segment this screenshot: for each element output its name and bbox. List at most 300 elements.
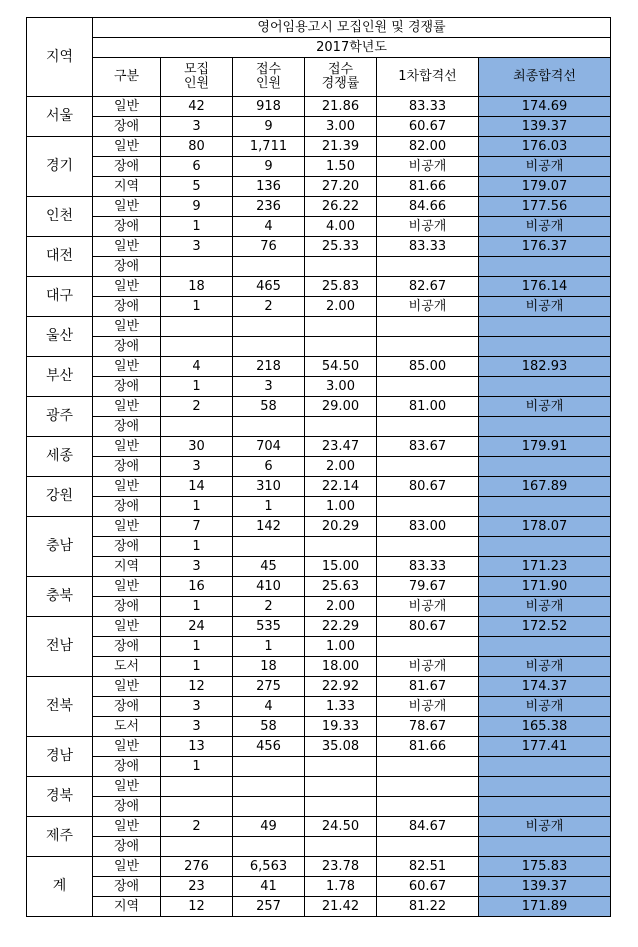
ratio-cell: 1.50 — [305, 157, 377, 177]
region-name-cell: 충남 — [27, 517, 93, 577]
quota-cell: 1 — [161, 637, 233, 657]
quota-cell: 3 — [161, 717, 233, 737]
region-name-cell: 울산 — [27, 317, 93, 357]
ratio-cell: 2.00 — [305, 597, 377, 617]
applicants-cell: 704 — [233, 437, 305, 457]
type-cell: 장애 — [93, 337, 161, 357]
final-cut-cell: 179.91 — [479, 437, 611, 457]
ratio-cell: 4.00 — [305, 217, 377, 237]
table-row — [27, 177, 611, 197]
table-row — [27, 217, 611, 237]
final-cut-cell: 177.41 — [479, 737, 611, 757]
table-row — [27, 837, 611, 857]
applicants-cell: 58 — [233, 717, 305, 737]
final-cut-cell: 171.89 — [479, 897, 611, 917]
ratio-cell: 23.78 — [305, 857, 377, 877]
quota-cell: 1 — [161, 217, 233, 237]
ratio-cell: 23.47 — [305, 437, 377, 457]
quota-cell: 1 — [161, 377, 233, 397]
ratio-cell: 2.00 — [305, 297, 377, 317]
applicants-cell: 49 — [233, 817, 305, 837]
quota-cell: 2 — [161, 397, 233, 417]
applicants-cell: 45 — [233, 557, 305, 577]
applicants-cell: 1 — [233, 637, 305, 657]
applicants-cell: 142 — [233, 517, 305, 537]
table-row — [27, 257, 611, 277]
ratio-header: 접수 경쟁률 — [305, 58, 377, 97]
quota-cell: 7 — [161, 517, 233, 537]
table-row — [27, 537, 611, 557]
final-cut-cell: 171.23 — [479, 557, 611, 577]
first-cut-cell: 비공개 — [377, 157, 479, 177]
quota-cell: 1 — [161, 297, 233, 317]
ratio-cell: 20.29 — [305, 517, 377, 537]
type-cell: 일반 — [93, 737, 161, 757]
region-name-cell: 세종 — [27, 437, 93, 477]
region-name-cell: 제주 — [27, 817, 93, 857]
region-name-cell: 부산 — [27, 357, 93, 397]
table-row — [27, 777, 611, 797]
type-cell: 장애 — [93, 377, 161, 397]
first-cut-cell: 81.66 — [377, 177, 479, 197]
table-row — [27, 797, 611, 817]
region-name-cell: 전남 — [27, 617, 93, 677]
ratio-cell — [305, 317, 377, 337]
applicants-header: 접수 인원 — [233, 58, 305, 97]
first-cut-cell: 83.67 — [377, 437, 479, 457]
applicants-cell — [233, 797, 305, 817]
first-cut-cell — [377, 837, 479, 857]
first-cut-cell: 비공개 — [377, 657, 479, 677]
first-cut-cell: 81.22 — [377, 897, 479, 917]
final-cut-cell: 172.52 — [479, 617, 611, 637]
applicants-cell: 410 — [233, 577, 305, 597]
final-cut-cell: 176.03 — [479, 137, 611, 157]
first-cut-cell: 비공개 — [377, 697, 479, 717]
final-cut-cell: 비공개 — [479, 217, 611, 237]
final-cut-cell — [479, 797, 611, 817]
type-cell: 장애 — [93, 757, 161, 777]
ratio-cell — [305, 417, 377, 437]
ratio-cell: 18.00 — [305, 657, 377, 677]
applicants-cell — [233, 317, 305, 337]
first-cut-cell: 79.67 — [377, 577, 479, 597]
quota-cell: 1 — [161, 597, 233, 617]
type-cell: 일반 — [93, 97, 161, 117]
table-body — [27, 97, 611, 917]
first-cut-cell: 83.00 — [377, 517, 479, 537]
first-cut-cell — [377, 497, 479, 517]
region-name-cell: 서울 — [27, 97, 93, 137]
final-cut-cell — [479, 497, 611, 517]
type-header: 구분 — [93, 58, 161, 97]
table-row — [27, 277, 611, 297]
final-cut-cell: 비공개 — [479, 157, 611, 177]
applicants-cell — [233, 777, 305, 797]
table-row — [27, 877, 611, 897]
first-cut-cell: 비공개 — [377, 297, 479, 317]
applicants-cell: 535 — [233, 617, 305, 637]
applicants-cell — [233, 537, 305, 557]
ratio-cell: 21.86 — [305, 97, 377, 117]
year-label: 2017학년도 — [93, 38, 611, 58]
final-cut-cell — [479, 837, 611, 857]
applicants-cell: 9 — [233, 117, 305, 137]
type-cell: 일반 — [93, 517, 161, 537]
table-row — [27, 197, 611, 217]
quota-header: 모집 인원 — [161, 58, 233, 97]
ratio-cell: 3.00 — [305, 117, 377, 137]
first-cut-cell: 83.33 — [377, 557, 479, 577]
table-row — [27, 817, 611, 837]
final-cut-header: 최종합격선 — [479, 58, 611, 97]
table-row — [27, 357, 611, 377]
table-row — [27, 477, 611, 497]
applicants-cell: 6 — [233, 457, 305, 477]
final-cut-cell: 비공개 — [479, 657, 611, 677]
table-row — [27, 637, 611, 657]
type-cell: 일반 — [93, 197, 161, 217]
first-cut-cell: 78.67 — [377, 717, 479, 737]
table-row — [27, 137, 611, 157]
table-row — [27, 717, 611, 737]
final-cut-cell: 178.07 — [479, 517, 611, 537]
applicants-cell — [233, 417, 305, 437]
final-cut-cell — [479, 257, 611, 277]
ratio-cell — [305, 337, 377, 357]
first-cut-cell — [377, 537, 479, 557]
type-cell: 장애 — [93, 157, 161, 177]
ratio-cell: 22.92 — [305, 677, 377, 697]
table-row — [27, 417, 611, 437]
quota-cell: 14 — [161, 477, 233, 497]
ratio-cell: 29.00 — [305, 397, 377, 417]
first-cut-cell: 비공개 — [377, 217, 479, 237]
applicants-cell: 456 — [233, 737, 305, 757]
type-cell: 일반 — [93, 397, 161, 417]
final-cut-cell: 182.93 — [479, 357, 611, 377]
type-cell: 장애 — [93, 877, 161, 897]
quota-cell: 3 — [161, 557, 233, 577]
quota-cell — [161, 257, 233, 277]
type-cell: 장애 — [93, 457, 161, 477]
final-cut-cell — [479, 457, 611, 477]
quota-cell: 1 — [161, 757, 233, 777]
table-row — [27, 297, 611, 317]
table-row — [27, 657, 611, 677]
final-cut-cell: 167.89 — [479, 477, 611, 497]
applicants-cell: 1,711 — [233, 137, 305, 157]
final-cut-cell: 174.37 — [479, 677, 611, 697]
first-cut-cell — [377, 637, 479, 657]
quota-cell: 1 — [161, 537, 233, 557]
quota-cell: 12 — [161, 677, 233, 697]
table-row — [27, 337, 611, 357]
first-cut-cell: 81.66 — [377, 737, 479, 757]
final-cut-cell: 비공개 — [479, 817, 611, 837]
region-name-cell: 경북 — [27, 777, 93, 817]
table-row — [27, 157, 611, 177]
type-cell: 장애 — [93, 297, 161, 317]
first-cut-cell — [377, 797, 479, 817]
type-cell: 일반 — [93, 477, 161, 497]
ratio-cell: 15.00 — [305, 557, 377, 577]
region-name-cell: 충북 — [27, 577, 93, 617]
first-cut-cell: 81.00 — [377, 397, 479, 417]
final-cut-cell: 비공개 — [479, 697, 611, 717]
ratio-cell: 54.50 — [305, 357, 377, 377]
first-cut-cell: 84.66 — [377, 197, 479, 217]
type-cell: 지역 — [93, 557, 161, 577]
applicants-cell — [233, 337, 305, 357]
type-cell: 장애 — [93, 837, 161, 857]
ratio-cell: 35.08 — [305, 737, 377, 757]
quota-cell — [161, 417, 233, 437]
first-cut-cell: 60.67 — [377, 877, 479, 897]
ratio-cell: 25.83 — [305, 277, 377, 297]
region-name-cell: 경기 — [27, 137, 93, 197]
final-cut-cell — [479, 757, 611, 777]
quota-cell: 4 — [161, 357, 233, 377]
applicants-cell: 3 — [233, 377, 305, 397]
applicants-cell: 1 — [233, 497, 305, 517]
quota-cell: 6 — [161, 157, 233, 177]
ratio-cell — [305, 757, 377, 777]
quota-cell — [161, 337, 233, 357]
first-cut-cell: 비공개 — [377, 597, 479, 617]
type-cell: 일반 — [93, 677, 161, 697]
quota-cell: 18 — [161, 277, 233, 297]
ratio-cell: 2.00 — [305, 457, 377, 477]
ratio-cell: 22.14 — [305, 477, 377, 497]
quota-cell: 12 — [161, 897, 233, 917]
applicants-cell — [233, 837, 305, 857]
table-row — [27, 497, 611, 517]
quota-cell: 16 — [161, 577, 233, 597]
applicants-cell: 2 — [233, 297, 305, 317]
final-cut-cell: 171.90 — [479, 577, 611, 597]
applicants-cell — [233, 257, 305, 277]
quota-cell: 3 — [161, 237, 233, 257]
type-cell: 장애 — [93, 697, 161, 717]
quota-cell: 13 — [161, 737, 233, 757]
table-row — [27, 117, 611, 137]
final-cut-cell — [479, 417, 611, 437]
final-cut-cell — [479, 537, 611, 557]
table-row — [27, 857, 611, 877]
final-cut-cell — [479, 777, 611, 797]
first-cut-cell — [377, 757, 479, 777]
final-cut-cell: 174.69 — [479, 97, 611, 117]
first-cut-cell: 81.67 — [377, 677, 479, 697]
quota-cell: 42 — [161, 97, 233, 117]
final-cut-cell: 176.14 — [479, 277, 611, 297]
first-cut-cell: 85.00 — [377, 357, 479, 377]
quota-cell: 30 — [161, 437, 233, 457]
type-cell: 일반 — [93, 777, 161, 797]
quota-cell: 24 — [161, 617, 233, 637]
quota-cell — [161, 777, 233, 797]
quota-cell — [161, 837, 233, 857]
region-name-cell: 대구 — [27, 277, 93, 317]
table-title: 영어임용고시 모집인원 및 경쟁률 — [93, 18, 611, 38]
final-cut-cell: 139.37 — [479, 877, 611, 897]
table-row — [27, 897, 611, 917]
table-row — [27, 757, 611, 777]
final-cut-cell — [479, 337, 611, 357]
region-name-cell: 인천 — [27, 197, 93, 237]
quota-cell: 2 — [161, 817, 233, 837]
applicants-cell: 465 — [233, 277, 305, 297]
applicants-cell: 58 — [233, 397, 305, 417]
recruitment-table — [26, 17, 611, 917]
ratio-cell: 21.39 — [305, 137, 377, 157]
type-cell: 도서 — [93, 657, 161, 677]
quota-cell: 276 — [161, 857, 233, 877]
final-cut-cell: 비공개 — [479, 597, 611, 617]
applicants-cell: 4 — [233, 697, 305, 717]
type-cell: 장애 — [93, 257, 161, 277]
quota-cell: 3 — [161, 697, 233, 717]
type-cell: 일반 — [93, 817, 161, 837]
first-cut-cell: 83.33 — [377, 237, 479, 257]
first-cut-cell: 84.67 — [377, 817, 479, 837]
applicants-cell: 4 — [233, 217, 305, 237]
ratio-cell: 22.29 — [305, 617, 377, 637]
applicants-cell: 9 — [233, 157, 305, 177]
ratio-cell: 1.78 — [305, 877, 377, 897]
type-cell: 장애 — [93, 537, 161, 557]
quota-cell: 80 — [161, 137, 233, 157]
quota-cell: 23 — [161, 877, 233, 897]
final-cut-cell: 165.38 — [479, 717, 611, 737]
ratio-cell: 3.00 — [305, 377, 377, 397]
type-cell: 일반 — [93, 577, 161, 597]
region-name-cell: 광주 — [27, 397, 93, 437]
first-cut-cell: 83.33 — [377, 97, 479, 117]
applicants-cell — [233, 757, 305, 777]
table-row — [27, 577, 611, 597]
type-cell: 일반 — [93, 437, 161, 457]
region-header: 지역 — [27, 18, 93, 97]
first-cut-cell — [377, 417, 479, 437]
final-cut-cell: 비공개 — [479, 397, 611, 417]
first-cut-cell — [377, 257, 479, 277]
table-row — [27, 677, 611, 697]
applicants-cell: 2 — [233, 597, 305, 617]
type-cell: 장애 — [93, 417, 161, 437]
applicants-cell: 918 — [233, 97, 305, 117]
type-cell: 일반 — [93, 137, 161, 157]
ratio-cell: 1.00 — [305, 497, 377, 517]
table-row — [27, 457, 611, 477]
table-row — [27, 557, 611, 577]
applicants-cell: 41 — [233, 877, 305, 897]
type-cell: 일반 — [93, 357, 161, 377]
type-cell: 장애 — [93, 597, 161, 617]
first-cut-cell — [377, 377, 479, 397]
ratio-cell: 27.20 — [305, 177, 377, 197]
applicants-cell: 136 — [233, 177, 305, 197]
final-cut-cell: 139.37 — [479, 117, 611, 137]
first-cut-cell: 82.00 — [377, 137, 479, 157]
type-cell: 장애 — [93, 637, 161, 657]
type-cell: 도서 — [93, 717, 161, 737]
quota-cell: 3 — [161, 117, 233, 137]
type-cell: 지역 — [93, 897, 161, 917]
quota-cell: 3 — [161, 457, 233, 477]
type-cell: 일반 — [93, 857, 161, 877]
table-row — [27, 617, 611, 637]
type-cell: 일반 — [93, 617, 161, 637]
table-row — [27, 597, 611, 617]
table-row — [27, 377, 611, 397]
type-cell: 일반 — [93, 237, 161, 257]
table-row — [27, 437, 611, 457]
first-cut-cell: 80.67 — [377, 617, 479, 637]
first-cut-cell: 82.67 — [377, 277, 479, 297]
ratio-cell: 1.00 — [305, 637, 377, 657]
ratio-cell — [305, 837, 377, 857]
quota-cell: 5 — [161, 177, 233, 197]
region-name-cell: 강원 — [27, 477, 93, 517]
applicants-cell: 218 — [233, 357, 305, 377]
final-cut-cell: 175.83 — [479, 857, 611, 877]
table-row — [27, 517, 611, 537]
ratio-cell: 25.63 — [305, 577, 377, 597]
region-name-cell: 경남 — [27, 737, 93, 777]
type-cell: 장애 — [93, 497, 161, 517]
first-cut-cell — [377, 777, 479, 797]
applicants-cell: 6,563 — [233, 857, 305, 877]
table-row — [27, 317, 611, 337]
final-cut-cell: 비공개 — [479, 297, 611, 317]
first-cut-cell — [377, 317, 479, 337]
table-row — [27, 237, 611, 257]
ratio-cell — [305, 537, 377, 557]
type-cell: 장애 — [93, 117, 161, 137]
ratio-cell: 26.22 — [305, 197, 377, 217]
ratio-cell: 24.50 — [305, 817, 377, 837]
region-name-cell: 계 — [27, 857, 93, 917]
type-cell: 장애 — [93, 797, 161, 817]
quota-cell: 1 — [161, 657, 233, 677]
applicants-cell: 76 — [233, 237, 305, 257]
applicants-cell: 310 — [233, 477, 305, 497]
final-cut-cell: 176.37 — [479, 237, 611, 257]
ratio-cell — [305, 777, 377, 797]
first-cut-cell: 80.67 — [377, 477, 479, 497]
quota-cell — [161, 797, 233, 817]
applicants-cell: 275 — [233, 677, 305, 697]
type-cell: 일반 — [93, 317, 161, 337]
final-cut-cell — [479, 317, 611, 337]
first-cut-cell: 82.51 — [377, 857, 479, 877]
region-name-cell: 전북 — [27, 677, 93, 737]
applicants-cell: 236 — [233, 197, 305, 217]
final-cut-cell — [479, 377, 611, 397]
ratio-cell — [305, 257, 377, 277]
ratio-cell — [305, 797, 377, 817]
quota-cell: 9 — [161, 197, 233, 217]
first-cut-cell — [377, 337, 479, 357]
table-row — [27, 697, 611, 717]
ratio-cell: 1.33 — [305, 697, 377, 717]
type-cell: 장애 — [93, 217, 161, 237]
type-cell: 지역 — [93, 177, 161, 197]
final-cut-cell: 179.07 — [479, 177, 611, 197]
final-cut-cell — [479, 637, 611, 657]
